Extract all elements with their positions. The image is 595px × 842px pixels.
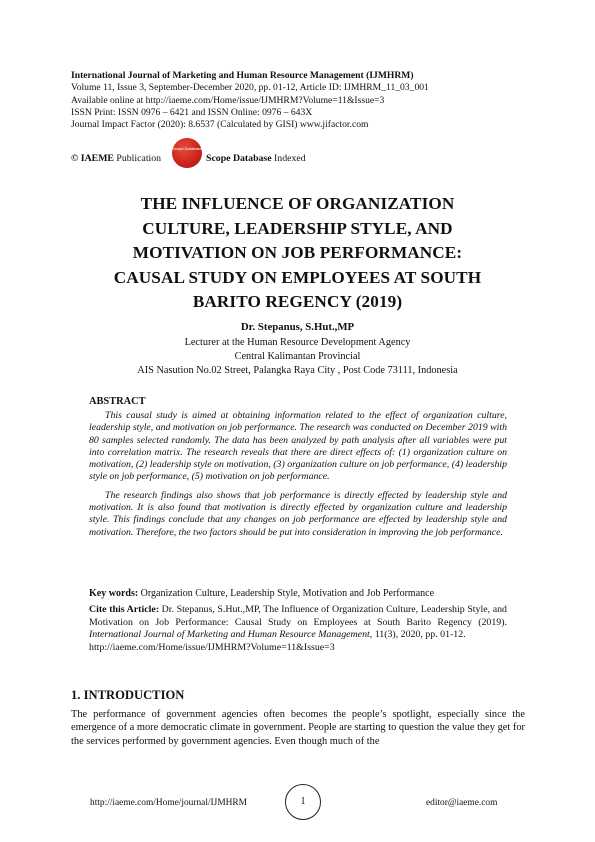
affiliation-line: Lecturer at the Human Resource Development Agency (184, 337, 411, 348)
abstract-paragraph: The research findings also shows that job performance is directly effected by leadership style and motivation. It is also found that motivation is directly effected by organization culture and leadership style. This findings conclude that any changes on job performance are effected by leadership style and motivation. Therefore, the two factors should be put into consideration in improving the job performance. (89, 489, 507, 538)
journal-name: International Journal of Marketing and Human Resource Management (IJMHRM) (71, 70, 414, 81)
journal-header (71, 70, 531, 131)
volume-info: Volume 11, Issue 3, September-December 2020, pp. 01-12, Article ID: IJMHRM_11_03_001 (71, 82, 429, 94)
publisher-line (71, 153, 161, 164)
scope-logo-text: Scope Database (172, 146, 202, 151)
section-heading: 1. INTRODUCTION (71, 688, 185, 702)
publication-word: Publication (113, 153, 162, 164)
title-line: THE INFLUENCE OF ORGANIZATION (140, 194, 455, 213)
issn-info: ISSN Print: ISSN 0976 – 6421 and ISSN Online: 0976 – 643X (71, 106, 313, 118)
abstract-paragraph: This causal study is aimed at obtaining information related to the effect of organization culture, leadership style, and motivation on job performance. The research was conducted on December 2019 with 80 samples selected randomly. The data has been analyzed by path analysis after all variables were put into correlation matrix. The research reveals that there are direct effects of: (1) organization culture on motivation, (2) leadership style on motivation, (3) organization culture on job performance, (4) leadership style on job performance, (5) motivation on job performance. (89, 410, 507, 483)
keywords-text: Organization Culture, Leadership Style, Motivation and Job Performance (138, 588, 435, 599)
available-online: Available online at http://iaeme.com/Home/issue/IJMHRM?Volume=11&Issue=3 (71, 94, 385, 106)
page-number-circle (285, 784, 321, 820)
title-line: MOTIVATION ON JOB PERFORMANCE: (132, 243, 463, 263)
citation-block (89, 604, 507, 654)
page-footer (0, 784, 595, 820)
title-line: BARITO REGENCY (2019) (192, 292, 403, 312)
abstract-body (89, 410, 507, 545)
keywords (89, 588, 507, 599)
title-line: CAUSAL STUDY ON EMPLOYEES AT SOUTH (113, 267, 482, 287)
author-name: Dr. Stepanus, S.Hut.,MP (240, 321, 355, 333)
author-affiliation (60, 336, 535, 378)
paper-title (60, 192, 535, 315)
keywords-label: Key words: (89, 588, 139, 599)
citation-label: Cite this Article: (89, 604, 160, 615)
scope-database-logo (172, 138, 202, 168)
copyright-iaeme: © IAEME (71, 153, 114, 164)
scope-indexed (206, 153, 306, 164)
footer-email[interactable]: editor@iaeme.com (426, 798, 498, 808)
section-text: The performance of government agencies often becomes the people’s spotlight, especially since the emergence of a more democratic climate in government. People are starting to question the value they get for the services performed by government agencies. Even though much of the (71, 709, 525, 747)
scope-database-label: Scope Database (206, 153, 272, 164)
citation-details: , 11(3), 2020, pp. 01-12. (369, 629, 466, 640)
impact-factor: Journal Impact Factor (2020): 8.6537 (Calculated by GISI) www.jifactor.com (71, 119, 369, 131)
citation-journal: International Journal of Marketing and Human Resource Management (89, 629, 370, 640)
footer-url[interactable]: http://iaeme.com/Home/journal/IJMHRM (90, 798, 248, 808)
affiliation-line: AIS Nasution No.02 Street, Palangka Raya City , Post Code 73111, Indonesia (137, 365, 458, 376)
page-number: 1 (300, 796, 306, 807)
affiliation-line: Central Kalimantan Provincial (234, 351, 361, 362)
title-line: CULTURE, LEADERSHIP STYLE, AND (142, 218, 453, 238)
citation-url[interactable]: http://iaeme.com/Home/issue/IJMHRM?Volume=11&Issue=3 (89, 641, 335, 653)
abstract-heading: ABSTRACT (89, 396, 146, 407)
indexed-word: Indexed (271, 153, 306, 164)
citation-text: Dr. Stepanus, S.Hut.,MP, The Influence of Organization Culture, Leadership Style, and Motivation on Job Performance: Causal Study on Employees at South Barito Regency (2019). (89, 604, 507, 628)
